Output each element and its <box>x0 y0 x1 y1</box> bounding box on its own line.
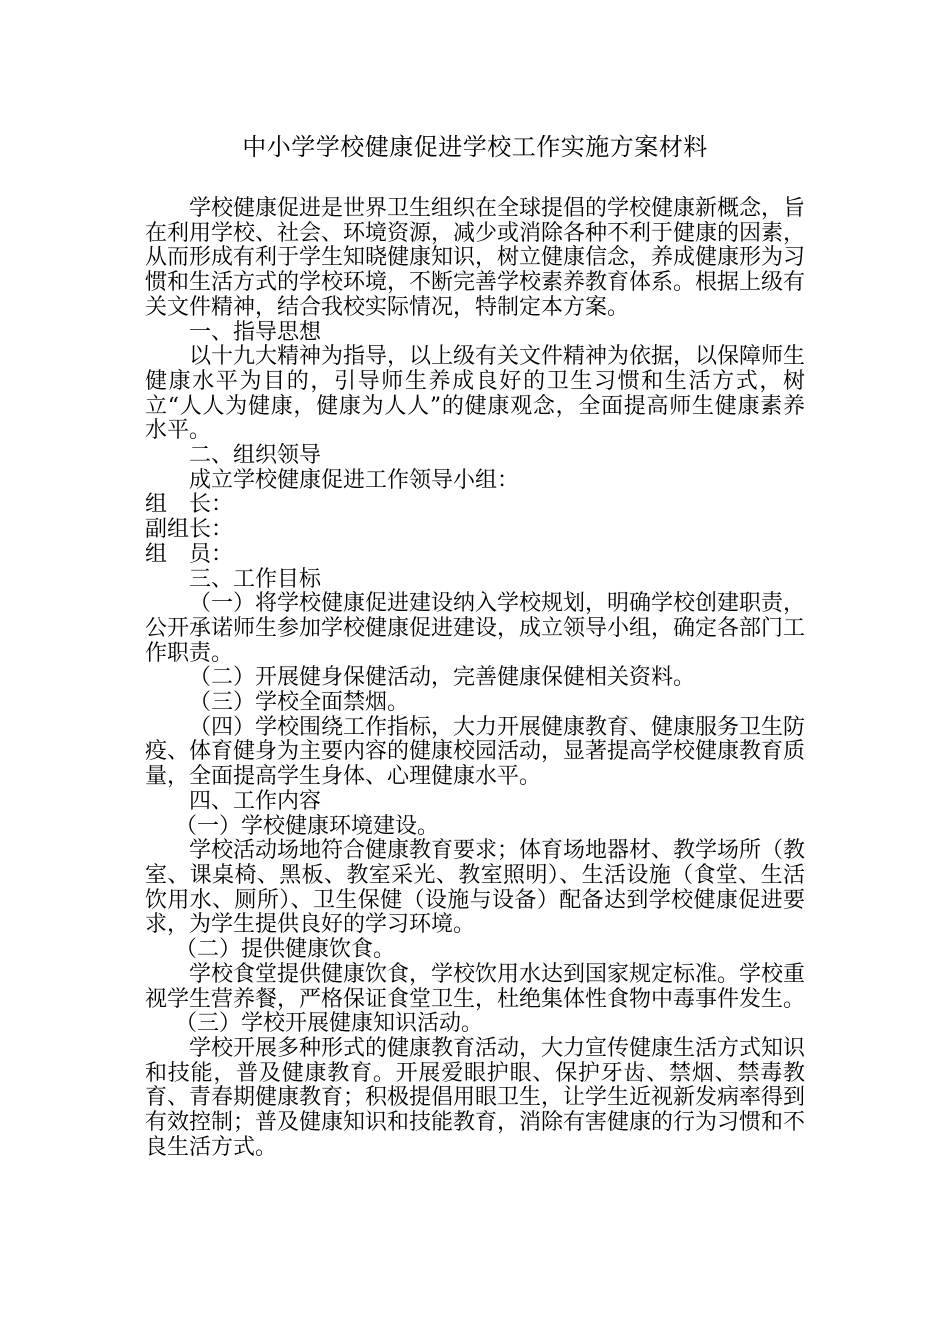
subsection-heading-environment: （一）学校健康环境建设。 <box>175 813 440 839</box>
member-label: 组 员： <box>145 541 234 567</box>
section-heading-goals: 三、工作目标 <box>189 566 322 592</box>
organization-paragraph: 成立学校健康促进工作领导小组： <box>189 467 520 493</box>
section-heading-guiding-ideology: 一、指导思想 <box>189 319 322 345</box>
document-body <box>145 197 805 1160</box>
document-title: 中小学学校健康促进学校工作实施方案材料 <box>242 133 708 161</box>
goal-item-3: （三）学校全面禁烟。 <box>189 690 410 716</box>
section-heading-work-content: 四、工作内容 <box>189 788 322 814</box>
subsection-heading-knowledge: （三）学校开展健康知识活动。 <box>175 1011 484 1037</box>
guiding-ideology-paragraph: 以十九大精神为指导，以上级有关文件精神为依据，以保障师生健康水平为目的，引导师生养成良好的卫生习惯和生活方式，树立“人人为健康，健康为人人”的健康观念，全面提高师生健康素养水平。 <box>145 344 806 444</box>
section-heading-organization: 二、组织领导 <box>189 443 322 469</box>
goal-item-2: （二）开展健身保健活动，完善健康保健相关资料。 <box>189 665 696 691</box>
knowledge-paragraph: 学校开展多种形式的健康教育活动，大力宣传健康生活方式知识和技能，普及健康教育。开展爱眼护眼、保护牙齿、禁烟、禁毒教育、青春期健康教育；积极提倡用眼卫生，让学生近视新发病率得到有效控制；普及健康知识和技能教育，消除有害健康的行为习惯和不良生活方式。 <box>145 1035 806 1160</box>
goal-item-4: （四）学校围绕工作指标，大力开展健康教育、健康服务卫生防疫、体育健身为主要内容的健康校园活动，显著提高学校健康教育质量，全面提高学生身体、心理健康水平。 <box>145 714 806 790</box>
diet-paragraph: 学校食堂提供健康饮食，学校饮用水达到国家规定标准。学校重视学生营养餐，严格保证食堂卫生，杜绝集体性食物中毒事件发生。 <box>145 961 806 1012</box>
goal-item-1: （一）将学校健康促进建设纳入学校规划，明确学校创建职责，公开承诺师生参加学校健康促进建设，成立领导小组，确定各部门工作职责。 <box>145 591 806 666</box>
intro-paragraph: 学校健康促进是世界卫生组织在全球提倡的学校健康新概念，旨在利用学校、社会、环境资源，减少或消除各种不利于健康的因素，从而形成有利于学生知晓健康知识，树立健康信念，养成健康形为习惯和生活方式的学校环境，不断完善学校素养教育体系。根据上级有关文件精神，结合我校实际情况，特制定本方案。 <box>145 196 806 320</box>
environment-paragraph: 学校活动场地符合健康教育要求；体育场地器材、教学场所（教室、课桌椅、黑板、教室采光、教室照明）、生活设施（食堂、生活饮用水、厕所）、卫生保健（设施与设备）配备达到学校健康促进要求，为学生提供良好的学习环境。 <box>145 838 806 938</box>
leader-label: 组 长： <box>145 492 234 518</box>
deputy-leader-label: 副组长： <box>145 517 234 543</box>
subsection-heading-diet: （二）提供健康饮食。 <box>175 937 396 963</box>
